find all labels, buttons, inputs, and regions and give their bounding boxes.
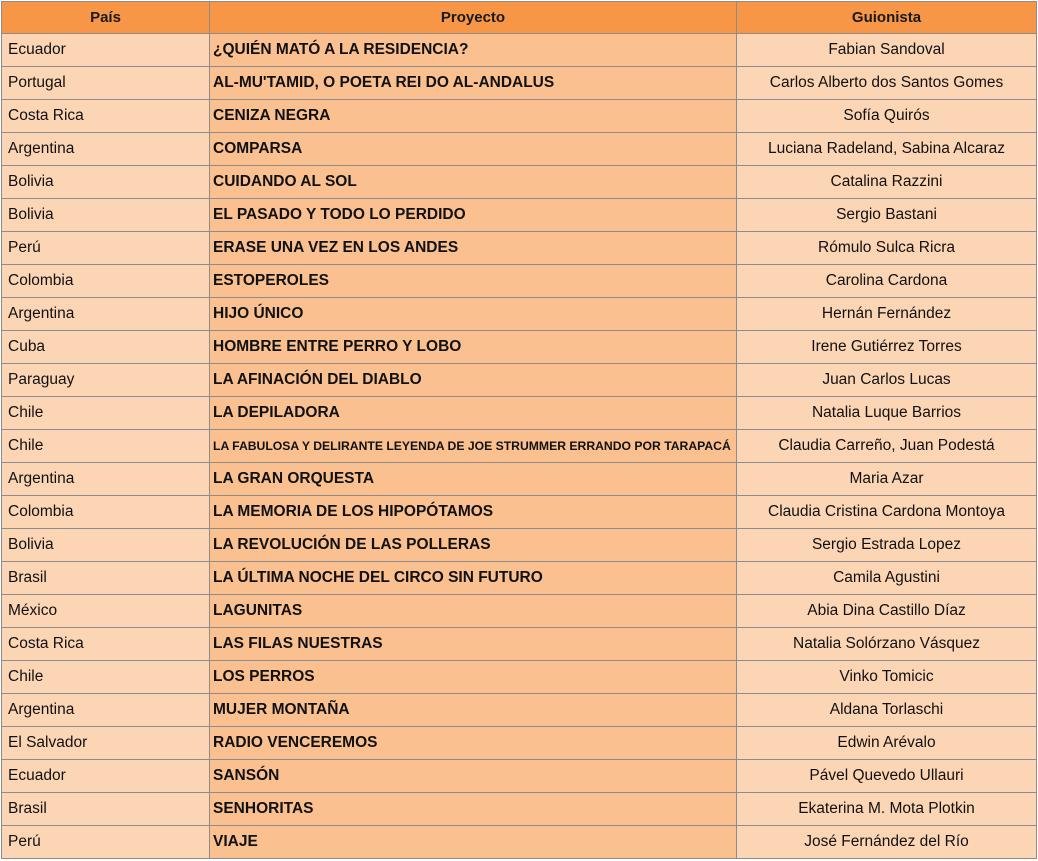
cell-proyecto[interactable]: ERASE UNA VEZ EN LOS ANDES — [210, 232, 737, 265]
cell-pais[interactable]: Colombia — [2, 265, 210, 298]
cell-proyecto[interactable]: ¿QUIÉN MATÓ A LA RESIDENCIA? — [210, 34, 737, 67]
cell-proyecto[interactable]: LA MEMORIA DE LOS HIPOPÓTAMOS — [210, 496, 737, 529]
cell-proyecto[interactable]: SANSÓN — [210, 760, 737, 793]
cell-proyecto[interactable]: LAS FILAS NUESTRAS — [210, 628, 737, 661]
cell-pais[interactable]: Chile — [2, 430, 210, 463]
header-guionista[interactable]: Guionista — [737, 2, 1037, 34]
cell-guionista[interactable]: José Fernández del Río — [737, 826, 1037, 859]
table-row — [2, 133, 1037, 166]
cell-proyecto[interactable]: LA GRAN ORQUESTA — [210, 463, 737, 496]
cell-proyecto[interactable]: RADIO VENCEREMOS — [210, 727, 737, 760]
cell-proyecto[interactable]: AL-MU'TAMID, O POETA REI DO AL-ANDALUS — [210, 67, 737, 100]
cell-pais[interactable]: Bolivia — [2, 166, 210, 199]
table-row — [2, 34, 1037, 67]
cell-guionista[interactable]: Aldana Torlaschi — [737, 694, 1037, 727]
cell-guionista[interactable]: Pável Quevedo Ullauri — [737, 760, 1037, 793]
cell-pais[interactable]: Brasil — [2, 562, 210, 595]
header-pais[interactable]: País — [2, 2, 210, 34]
cell-guionista[interactable]: Catalina Razzini — [737, 166, 1037, 199]
table-row — [2, 100, 1037, 133]
table-row — [2, 298, 1037, 331]
table-row — [2, 496, 1037, 529]
table-row — [2, 595, 1037, 628]
table-row — [2, 166, 1037, 199]
table-row — [2, 463, 1037, 496]
projects-table — [1, 1, 1037, 859]
cell-guionista[interactable]: Natalia Luque Barrios — [737, 397, 1037, 430]
table-row — [2, 397, 1037, 430]
cell-pais[interactable]: El Salvador — [2, 727, 210, 760]
cell-proyecto[interactable]: SENHORITAS — [210, 793, 737, 826]
cell-pais[interactable]: Chile — [2, 661, 210, 694]
table-row — [2, 232, 1037, 265]
cell-pais[interactable]: Portugal — [2, 67, 210, 100]
cell-guionista[interactable]: Juan Carlos Lucas — [737, 364, 1037, 397]
table-row — [2, 265, 1037, 298]
cell-guionista[interactable]: Sergio Bastani — [737, 199, 1037, 232]
cell-guionista[interactable]: Ekaterina M. Mota Plotkin — [737, 793, 1037, 826]
header-proyecto[interactable]: Proyecto — [210, 2, 737, 34]
table-header — [2, 2, 1037, 34]
cell-pais[interactable]: Costa Rica — [2, 628, 210, 661]
cell-guionista[interactable]: Maria Azar — [737, 463, 1037, 496]
table-row — [2, 727, 1037, 760]
table-row — [2, 364, 1037, 397]
cell-guionista[interactable]: Edwin Arévalo — [737, 727, 1037, 760]
cell-guionista[interactable]: Rómulo Sulca Ricra — [737, 232, 1037, 265]
table-row — [2, 67, 1037, 100]
cell-pais[interactable]: Argentina — [2, 694, 210, 727]
cell-guionista[interactable]: Luciana Radeland, Sabina Alcaraz — [737, 133, 1037, 166]
cell-pais[interactable]: Ecuador — [2, 34, 210, 67]
table-row — [2, 694, 1037, 727]
cell-proyecto[interactable]: LA AFINACIÓN DEL DIABLO — [210, 364, 737, 397]
cell-proyecto[interactable]: LA REVOLUCIÓN DE LAS POLLERAS — [210, 529, 737, 562]
cell-guionista[interactable]: Claudia Cristina Cardona Montoya — [737, 496, 1037, 529]
cell-proyecto[interactable]: MUJER MONTAÑA — [210, 694, 737, 727]
cell-pais[interactable]: Brasil — [2, 793, 210, 826]
cell-guionista[interactable]: Vinko Tomicic — [737, 661, 1037, 694]
cell-pais[interactable]: Chile — [2, 397, 210, 430]
cell-pais[interactable]: Perú — [2, 826, 210, 859]
cell-pais[interactable]: México — [2, 595, 210, 628]
table-row — [2, 760, 1037, 793]
cell-proyecto[interactable]: HOMBRE ENTRE PERRO Y LOBO — [210, 331, 737, 364]
cell-proyecto[interactable]: LA DEPILADORA — [210, 397, 737, 430]
cell-pais[interactable]: Perú — [2, 232, 210, 265]
cell-pais[interactable]: Costa Rica — [2, 100, 210, 133]
table-row — [2, 529, 1037, 562]
cell-guionista[interactable]: Abia Dina Castillo Díaz — [737, 595, 1037, 628]
cell-pais[interactable]: Argentina — [2, 298, 210, 331]
cell-guionista[interactable]: Sergio Estrada Lopez — [737, 529, 1037, 562]
cell-proyecto[interactable]: CENIZA NEGRA — [210, 100, 737, 133]
table-row — [2, 793, 1037, 826]
cell-proyecto[interactable]: LAGUNITAS — [210, 595, 737, 628]
cell-proyecto[interactable]: HIJO ÚNICO — [210, 298, 737, 331]
cell-pais[interactable]: Argentina — [2, 133, 210, 166]
cell-proyecto[interactable]: COMPARSA — [210, 133, 737, 166]
table-row — [2, 562, 1037, 595]
cell-proyecto[interactable]: LOS PERROS — [210, 661, 737, 694]
cell-guionista[interactable]: Natalia Solórzano Vásquez — [737, 628, 1037, 661]
table-row — [2, 199, 1037, 232]
table-row — [2, 826, 1037, 859]
cell-pais[interactable]: Paraguay — [2, 364, 210, 397]
cell-guionista[interactable]: Fabian Sandoval — [737, 34, 1037, 67]
cell-pais[interactable]: Argentina — [2, 463, 210, 496]
cell-proyecto[interactable]: VIAJE — [210, 826, 737, 859]
cell-pais[interactable]: Bolivia — [2, 529, 210, 562]
cell-guionista[interactable]: Sofía Quirós — [737, 100, 1037, 133]
table-row — [2, 430, 1037, 463]
cell-proyecto[interactable]: LA FABULOSA Y DELIRANTE LEYENDA DE JOE STRUMMER ERRANDO POR TARAPACÁ — [210, 430, 737, 463]
cell-guionista[interactable]: Hernán Fernández — [737, 298, 1037, 331]
header-row — [2, 2, 1037, 34]
cell-guionista[interactable]: Camila Agustini — [737, 562, 1037, 595]
table-body — [2, 34, 1037, 859]
table-row — [2, 628, 1037, 661]
cell-proyecto[interactable]: LA ÚLTIMA NOCHE DEL CIRCO SIN FUTURO — [210, 562, 737, 595]
cell-guionista[interactable]: Carolina Cardona — [737, 265, 1037, 298]
cell-guionista[interactable]: Carlos Alberto dos Santos Gomes — [737, 67, 1037, 100]
cell-pais[interactable]: Ecuador — [2, 760, 210, 793]
cell-pais[interactable]: Bolivia — [2, 199, 210, 232]
cell-proyecto[interactable]: CUIDANDO AL SOL — [210, 166, 737, 199]
cell-pais[interactable]: Colombia — [2, 496, 210, 529]
cell-pais[interactable]: Cuba — [2, 331, 210, 364]
table-row — [2, 331, 1037, 364]
cell-guionista[interactable]: Claudia Carreño, Juan Podestá — [737, 430, 1037, 463]
cell-proyecto[interactable]: EL PASADO Y TODO LO PERDIDO — [210, 199, 737, 232]
cell-guionista[interactable]: Irene Gutiérrez Torres — [737, 331, 1037, 364]
table-row — [2, 661, 1037, 694]
cell-proyecto[interactable]: ESTOPEROLES — [210, 265, 737, 298]
